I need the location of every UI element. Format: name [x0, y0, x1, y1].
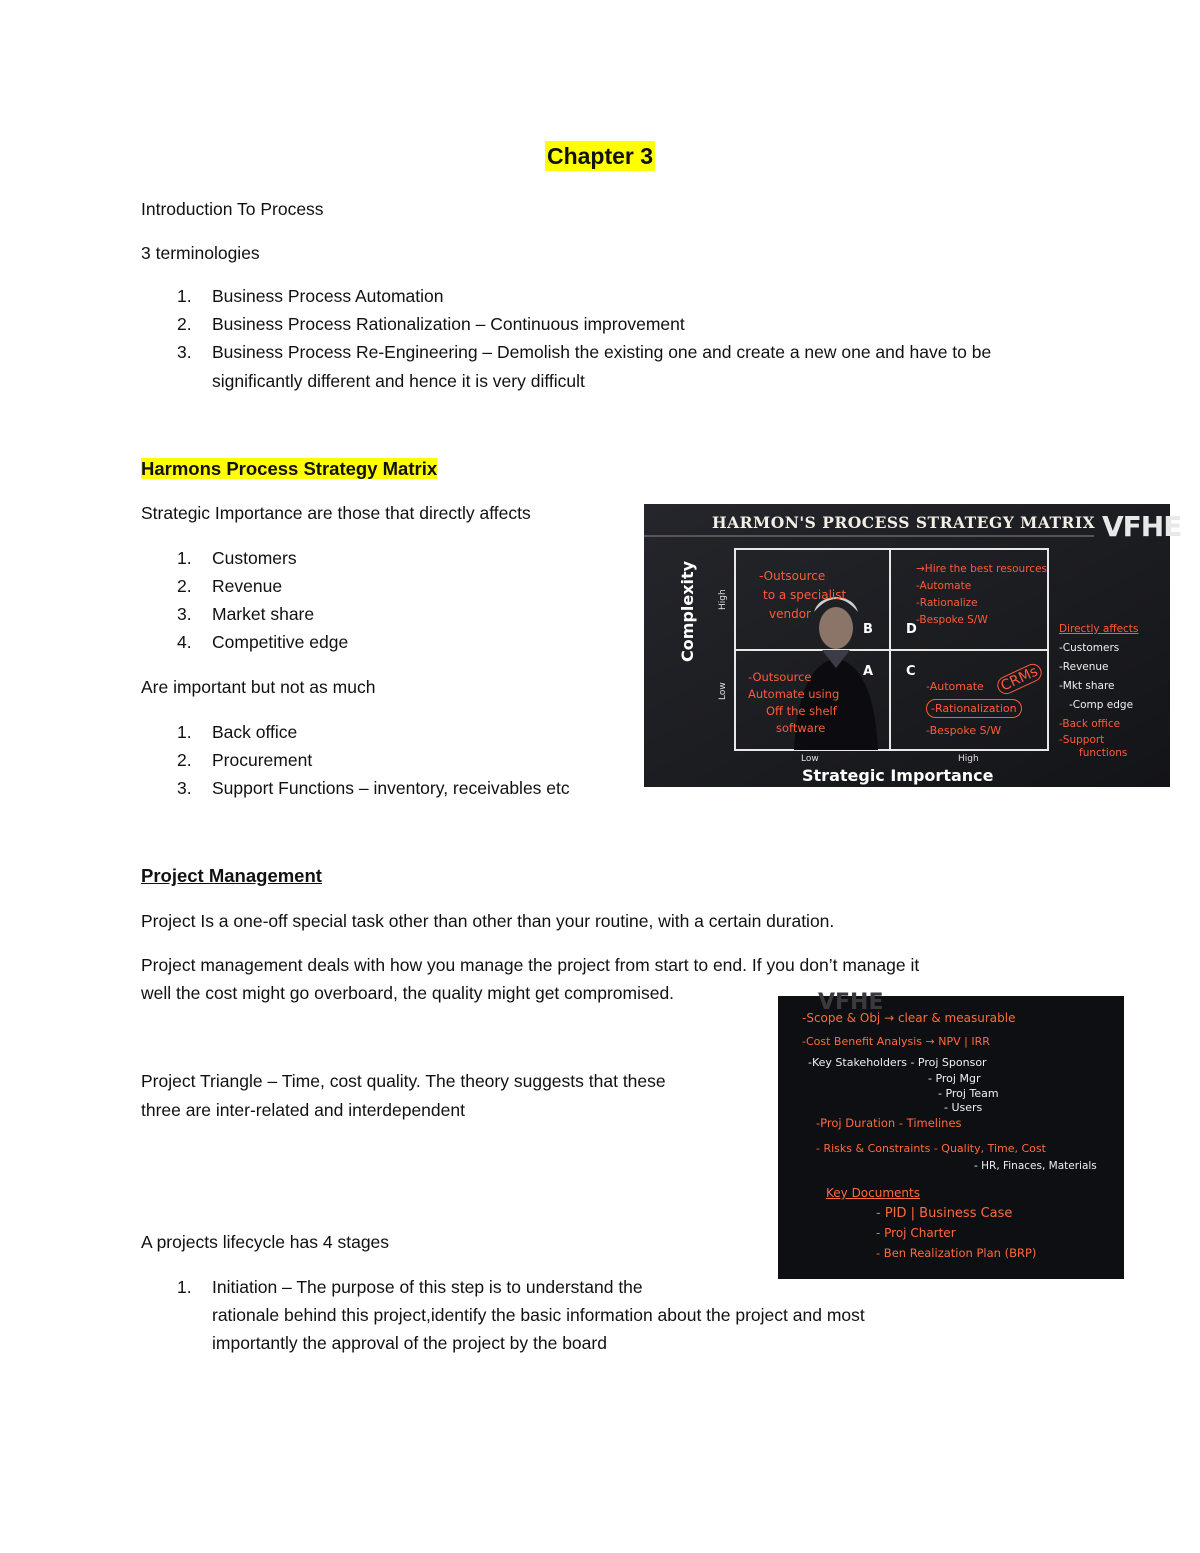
triangle-line-2: three are inter-related and interdependent — [141, 1100, 465, 1120]
list-text: Market share — [212, 604, 315, 624]
board-line: - Risks & Constraints - Quality, Time, Cost — [816, 1142, 1046, 1155]
cell-a-label: A — [863, 664, 874, 679]
cell-a-notes — [748, 669, 839, 737]
note-line: -Mkt share — [1059, 680, 1115, 692]
note-line: -Outsource — [748, 670, 812, 684]
strategic-list — [141, 544, 348, 656]
list-number: 2. — [177, 576, 192, 596]
note-line: -Outsource — [759, 569, 826, 583]
note-line: -Bespoke S/W — [916, 614, 988, 626]
list-item — [141, 746, 570, 774]
note-line: -Customers — [1059, 642, 1120, 654]
note-line: -Revenue — [1059, 661, 1109, 673]
harmons-heading — [141, 455, 437, 483]
terminologies-list — [141, 282, 1061, 396]
board-line: - Users — [944, 1101, 983, 1114]
list-number: 3. — [177, 342, 192, 362]
list-item — [141, 718, 570, 746]
lifecycle-number: 1. — [177, 1277, 192, 1297]
note-line: Off the shelf — [766, 704, 837, 718]
note-line: Directly affects — [1059, 623, 1139, 635]
triangle-line-1: Project Triangle – Time, cost quality. The theory suggests that these — [141, 1071, 666, 1091]
board-line: -Scope & Obj → clear & measurable — [802, 1011, 1016, 1025]
note-line: -Back office — [1059, 718, 1121, 730]
board-line: -Cost Benefit Analysis → NPV | IRR — [802, 1035, 990, 1048]
lifecycle-item-line-3: importantly the approval of the project by the board — [212, 1333, 607, 1353]
note-line: -Comp edge — [1069, 699, 1134, 711]
lifecycle-intro: A projects lifecycle has 4 stages — [141, 1232, 390, 1252]
board-line: - Proj Charter — [876, 1226, 956, 1240]
pm-heading-text: Project Management — [141, 865, 322, 886]
list-text: Support Functions – inventory, receivables etc — [212, 778, 570, 798]
list-number: 1. — [177, 722, 192, 742]
note-line: functions — [1079, 747, 1128, 759]
note-line: -Rationalization — [926, 699, 1022, 718]
list-text: Procurement — [212, 750, 313, 770]
note-line: -Automate — [916, 580, 972, 592]
note-line: Automate using — [748, 687, 840, 701]
crm-note: CRMs — [994, 661, 1044, 697]
note-line: vendor — [769, 607, 811, 621]
list-number: 2. — [177, 750, 192, 770]
note-line: to a specialist — [763, 588, 847, 602]
list-text: Business Process Rationalization – Continuous improvement — [212, 314, 685, 334]
cell-b-label: B — [863, 622, 873, 637]
pm-heading — [141, 862, 322, 890]
list-text: Revenue — [212, 576, 283, 596]
list-number: 4. — [177, 632, 192, 652]
board-line: -Proj Duration - Timelines — [816, 1116, 962, 1130]
pm-paragraph-2-line-1: Project management deals with how you manage the project from start to end. If you don’t manage it — [141, 955, 920, 975]
vfhe-logo: VFHE — [1102, 510, 1182, 543]
side-notes — [1059, 620, 1138, 760]
x-axis-label: Strategic Importance — [802, 766, 994, 785]
list-item — [141, 338, 1062, 396]
harmon-matrix-image — [644, 504, 1182, 787]
x-axis-low: Low — [801, 754, 819, 764]
pm-paragraph-1: Project Is a one-off special task other than other than your routine, with a certain duration. — [141, 911, 835, 931]
list-item — [141, 572, 348, 600]
lifecycle-item-line-1: Initiation – The purpose of this step is to understand the — [212, 1277, 643, 1297]
note-line: -Automate — [926, 680, 984, 693]
cell-d-notes — [916, 561, 1047, 629]
list-text: Business Process Automation — [212, 286, 444, 306]
list-item — [141, 628, 348, 656]
board-line: - PID | Business Case — [876, 1206, 1013, 1221]
cell-b-notes — [759, 567, 846, 624]
list-item — [141, 282, 1061, 310]
strategic-intro: Strategic Importance are those that directly affects — [141, 503, 531, 523]
list-text: Competitive edge — [212, 632, 349, 652]
list-text: Business Process Re-Engineering – Demolish the existing one and create a new one and have to be significantly different and hence it is very difficult — [212, 342, 992, 391]
note-line: -Rationalize — [916, 597, 978, 609]
note-line: -Bespoke S/W — [926, 724, 1002, 737]
cell-c-label: C — [906, 664, 916, 679]
list-item — [141, 310, 1061, 338]
board-line: - Proj Mgr — [928, 1072, 981, 1085]
less-important-intro: Are important but not as much — [141, 677, 376, 697]
board-line: -Key Stakeholders - Proj Sponsor — [808, 1056, 987, 1069]
less-important-list — [141, 718, 570, 802]
matrix-title: HARMON'S PROCESS STRATEGY MATRIX — [712, 513, 1096, 532]
note-line: →Hire the best resources — [916, 563, 1047, 575]
list-text: Back office — [212, 722, 298, 742]
list-item — [141, 544, 348, 572]
list-number: 3. — [177, 604, 192, 624]
y-axis-low: Low — [718, 682, 728, 700]
board-line: - Proj Team — [938, 1087, 999, 1100]
list-text: Customers — [212, 548, 297, 568]
y-axis-high: High — [718, 589, 728, 610]
y-axis-label: Complexity — [678, 560, 697, 662]
board-logo: VFHE — [818, 990, 884, 1015]
list-item — [141, 600, 348, 628]
chapter-title-text: Chapter 3 — [546, 143, 654, 169]
list-number: 1. — [177, 548, 192, 568]
harmons-heading-text: Harmons Process Strategy Matrix — [141, 458, 438, 479]
x-axis-high: High — [958, 754, 979, 764]
chapter-title — [0, 143, 1200, 170]
intro-line: Introduction To Process — [141, 199, 324, 219]
terminologies-heading: 3 terminologies — [141, 243, 260, 263]
pm-paragraph-2-line-2: well the cost might go overboard, the quality might get compromised. — [141, 983, 675, 1003]
board-line: - HR, Finaces, Materials — [974, 1160, 1097, 1172]
list-number: 3. — [177, 778, 192, 798]
list-number: 2. — [177, 314, 192, 334]
list-number: 1. — [177, 286, 192, 306]
cell-d-label: D — [906, 622, 917, 637]
note-line: software — [776, 721, 826, 735]
lifecycle-item-line-2: rationale behind this project,identify the basic information about the project and most — [212, 1305, 865, 1325]
list-item — [141, 774, 570, 802]
board-line: Key Documents — [826, 1186, 920, 1200]
board-line: - Ben Realization Plan (BRP) — [876, 1246, 1037, 1260]
project-board-image — [778, 990, 1124, 1279]
note-line: -Support — [1059, 734, 1105, 746]
